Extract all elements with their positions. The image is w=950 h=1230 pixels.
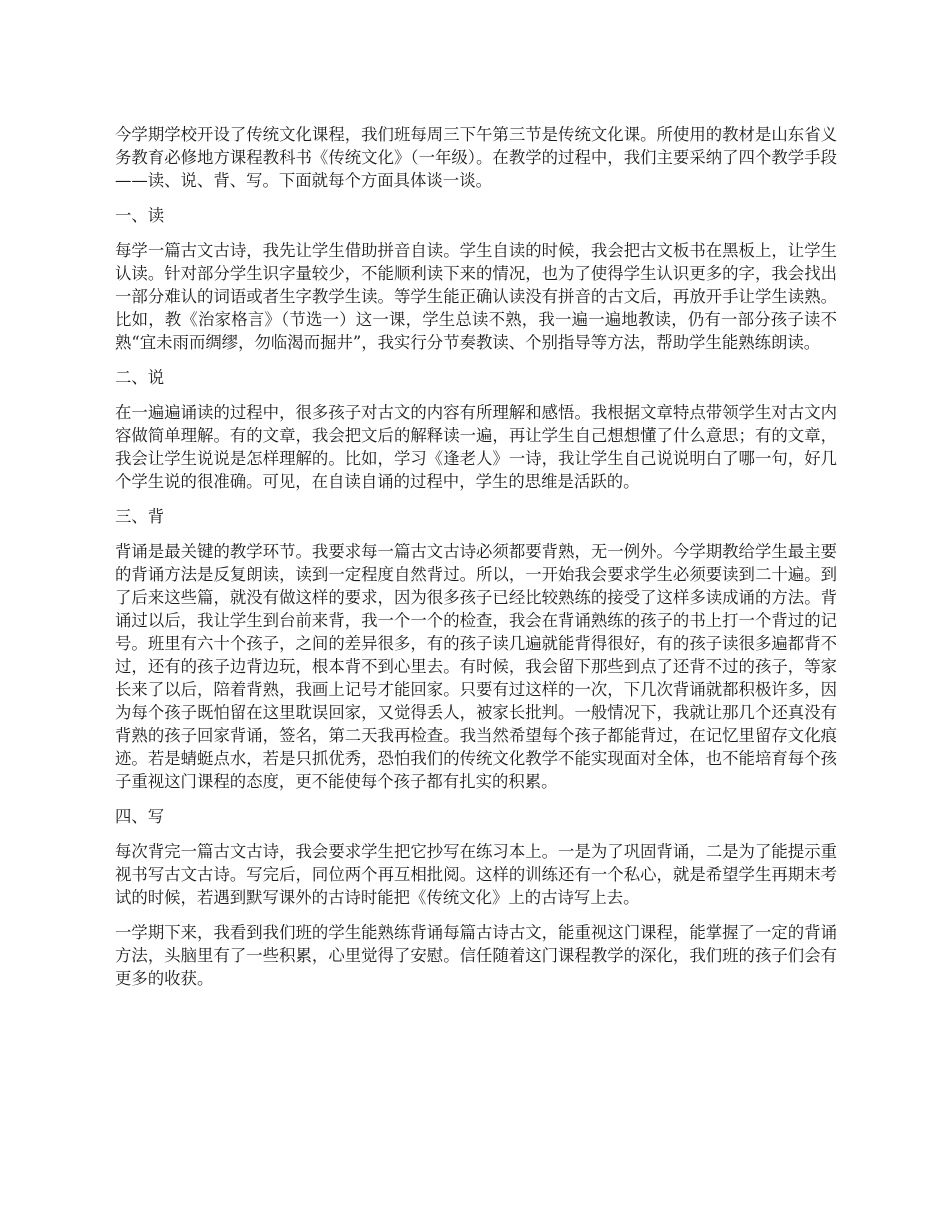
- conclusion-paragraph: 一学期下来，我看到我们班的学生能熟练背诵每篇古诗古文，能重视这门课程，能掌握了一定的背诵方法，头脑里有了一些积累，心里觉得了安慰。信任随着这门课程教学的深化，我们班的孩子们会有更多的收获。: [115, 923, 837, 988]
- section-body-write: 每次背完一篇古文古诗，我会要求学生把它抄写在练习本上。一是为了巩固背诵，二是为了能提示重视书写古文古诗。写完后，同位两个再互相批阅。这样的训练还有一个私心，就是希望学生再期末考试的时候，若遇到默写课外的古诗时能把《传统文化》上的古诗写上去。: [115, 842, 837, 907]
- section-heading-write: 四、写: [115, 807, 165, 826]
- section-heading-recite: 三、背: [115, 507, 165, 526]
- document-page: [115, 123, 837, 1002]
- section-body-read: 每学一篇古文古诗，我先让学生借助拼音自读。学生自读的时候，我会把古文板书在黑板上，让学生认读。针对部分学生识字量较少，不能顺利读下来的情况，也为了使得学生认识更多的字，我会找出一部分难认的词语或者生字教学生读。等学生能正确认读没有拼音的古文后，再放开手让学生读熟。比如，教《治家格言》（节选一）这一课，学生总读不熟，我一遍一遍地教读，仍有一部分孩子读不熟“宜未雨而绸缪，勿临渴而掘井”，我实行分节奏教读、个别指导等方法，帮助学生能熟练朗读。: [115, 241, 837, 352]
- section-body-recite: 背诵是最关键的教学环节。我要求每一篇古文古诗必须都要背熟，无一例外。今学期教给学生最主要的背诵方法是反复朗读，读到一定程度自然背过。所以，一开始我会要求学生必须要读到二十遍。到了后来这些篇，就没有做这样的要求，因为很多孩子已经比较熟练的接受了这样多读成诵的方法。背诵过以后，我让学生到台前来背，我一个一个的检查，我会在背诵熟练的孩子的书上打一个背过的记号。班里有六十个孩子，之间的差异很多，有的孩子读几遍就能背得很好，有的孩子读很多遍都背不过，还有的孩子边背边玩，根本背不到心里去。有时候，我会留下那些到点了还背不过的孩子，等家长来了以后，陪着背熟，我画上记号才能回家。只要有过这样的一次，下几次背诵就都积极许多，因为每个孩子既怕留在这里耽误回家，又觉得丢人，被家长批判。一般情况下，我就让那几个还真没有背熟的孩子回家背诵，签名，第二天我再检查。我当然希望每个孩子都能背过，在记忆里留存文化痕迹。若是蜻蜓点水，若是只抓优秀，恐怕我们的传统文化教学不能实现面对全体，也不能培育每个孩子重视这门课程的态度，更不能使每个孩子都有扎实的积累。: [115, 542, 837, 791]
- intro-paragraph: 今学期学校开设了传统文化课程，我们班每周三下午第三节是传统文化课。所使用的教材是山东省义务教育必修地方课程教科书《传统文化》（一年级）。在教学的过程中，我们主要采纳了四个教学手段——读、说、背、写。下面就每个方面具体谈一谈。: [115, 125, 837, 190]
- section-body-speak: 在一遍遍诵读的过程中，很多孩子对古文的内容有所理解和感悟。我根据文章特点带领学生对古文内容做简单理解。有的文章，我会把文后的解释读一遍，再让学生自己想想懂了什么意思；有的文章，我会让学生说说是怎样理解的。比如，学习《逢老人》一诗，我让学生自己说说明白了哪一句，好几个学生说的很准确。可见，在自读自诵的过程中，学生的思维是活跃的。: [115, 403, 837, 491]
- section-heading-read: 一、读: [115, 206, 165, 225]
- section-heading-speak: 二、说: [115, 368, 165, 387]
